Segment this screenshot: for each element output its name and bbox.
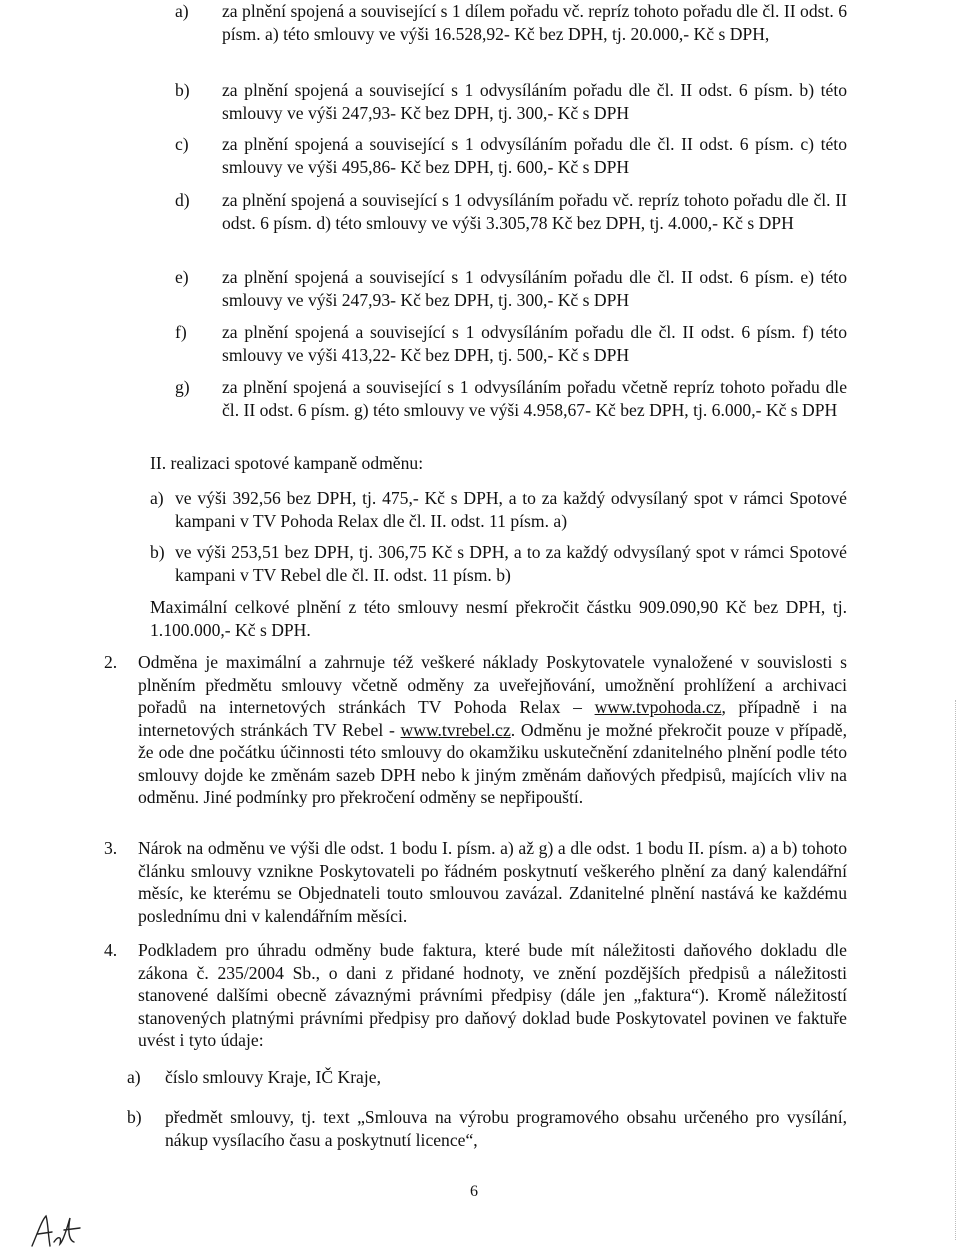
section-ii-heading	[150, 452, 423, 475]
paragraph-number: 3.	[104, 838, 118, 858]
signature-initials	[28, 1212, 88, 1252]
list-marker: a)	[150, 488, 164, 508]
list-marker: b)	[150, 542, 165, 562]
list-item-e	[175, 266, 847, 311]
list-item-g	[175, 376, 847, 421]
list-marker: e)	[175, 267, 189, 287]
list-marker: d)	[175, 190, 190, 210]
list-text: za plnění spojená a související s 1 odvysíláním pořadu dle čl. II odst. 6 písm. c) této smlouvy ve výši 495,86- Kč bez DPH, tj. 600,- Kč s DPH	[222, 134, 847, 177]
list-text: za plnění spojená a související s 1 odvysíláním pořadu dle čl. II odst. 6 písm. f) této smlouvy ve výši 413,22- Kč bez DPH, tj. 500,- Kč s DPH	[222, 322, 847, 365]
scan-edge-divider	[955, 700, 957, 1240]
paragraph-3	[104, 837, 847, 927]
max-plneni-paragraph	[150, 596, 847, 641]
list-marker: c)	[175, 134, 189, 154]
list-item-d	[175, 189, 847, 234]
list-text: ve výši 392,56 bez DPH, tj. 475,- Kč s DPH, a to za každý odvysílaný spot v rámci Spotové kampani v TV Pohoda Relax dle čl. II. odst. 11 písm. a)	[175, 488, 847, 531]
list-item-a	[175, 0, 847, 45]
paragraph-4	[104, 939, 847, 1052]
paragraph-number: 4.	[104, 940, 118, 960]
paragraph-text: Podkladem pro úhradu odměny bude faktura, které bude mít náležitosti daňového dokladu dle zákona č. 235/2004 Sb., o dani z přidané hodnoty, ve znění pozdějších předpisů a náležitosti stanovené dalšími obecně závaznými právními předpisy (dále jen „faktura“). Kromě náležitostí stanovených platnými právními předpisy pro daňový doklad bude Poskytovatel povinen ve faktuře uvést i tyto údaje:	[138, 940, 847, 1050]
list-marker: b)	[175, 80, 190, 100]
list-marker: b)	[127, 1107, 142, 1127]
text-part: . Odměnu je možné překročit pouze v případě, že ode dne počátku účinnosti této smlouvy do okamžiku uskutečnění zdanitelného plnění podle této smlouvy dojde ke změnám sazeb DPH nebo k jiným změnám daňových předpisů, majících vliv na odměnu. Jiné podmínky pro překročení odměny se nepřipouští.	[138, 719, 847, 807]
p4-item-b	[127, 1106, 847, 1151]
paragraph-text: Nárok na odměnu ve výši dle odst. 1 bodu I. písm. a) až g) a dle odst. 1 bodu II. písm. a) a b) tohoto článku smlouvy vznikne Poskytovateli po řádném poskytnutí veškerého plnění za daný kalendářní měsíc, ke kterému se Objednateli touto smlouvou zavázal. Zdanitelné plnění nastává ke každému poslednímu dni v kalendářním měsíci.	[138, 838, 847, 926]
list-text: za plnění spojená a související s 1 odvysíláním pořadu vč. repríz tohoto pořadu dle čl. II odst. 6 písm. d) této smlouvy ve výši 3.305,78 Kč bez DPH, tj. 4.000,- Kč s DPH	[222, 190, 847, 233]
section-ii-item-a	[150, 487, 847, 532]
list-text: za plnění spojená a související s 1 odvysíláním pořadu dle čl. II odst. 6 písm. b) této smlouvy ve výši 247,93- Kč bez DPH, tj. 300,- Kč s DPH	[222, 80, 847, 123]
paragraph-text: Maximální celkové plnění z této smlouvy nesmí překročit částku 909.090,90 Kč bez DPH, tj. 1.100.000,- Kč s DPH.	[150, 597, 847, 640]
text-part: Odměna je maximální a zahrnuje též veškeré náklady Poskytovatele vynaložené v souvislosti s plněním předmětu smlouvy včetně odměny za uveřejňování, umožnění prohlížení a archivaci pořadů na internetových stránkách TV Pohoda Relax –	[138, 652, 847, 717]
p4-item-a	[127, 1066, 847, 1089]
list-marker: a)	[127, 1067, 141, 1087]
page-number: 6	[470, 1183, 478, 1200]
list-text: předmět smlouvy, tj. text „Smlouva na výrobu programového obsahu určeného pro vysílání, nákup vysílacího času a poskytnutí licence“,	[165, 1107, 847, 1150]
link-tvrebel[interactable]: www.tvrebel.cz	[400, 719, 511, 740]
list-item-f	[175, 321, 847, 366]
list-text: číslo smlouvy Kraje, IČ Kraje,	[165, 1067, 381, 1087]
paragraph-number: 2.	[104, 652, 118, 672]
list-text: za plnění spojená a související s 1 odvysíláním pořadu včetně repríz tohoto pořadu dle čl. II odst. 6 písm. g) této smlouvy ve výši 4.958,67- Kč bez DPH, tj. 6.000,- Kč s DPH	[222, 377, 847, 420]
section-heading-text: realizaci spotové kampaně odměnu:	[170, 453, 424, 473]
list-text: ve výši 253,51 bez DPH, tj. 306,75 Kč s DPH, a to za každý odvysílaný spot v rámci Spotové kampani v TV Rebel dle čl. II. odst. 11 písm. b)	[175, 542, 847, 585]
list-text: za plnění spojená a související s 1 dílem pořadu vč. repríz tohoto pořadu dle čl. II odst. 6 písm. a) této smlouvy ve výši 16.528,92- Kč bez DPH, tj. 20.000,- Kč s DPH,	[222, 1, 847, 44]
list-item-b	[175, 79, 847, 124]
list-marker: f)	[175, 322, 187, 342]
list-text: za plnění spojená a související s 1 odvysíláním pořadu dle čl. II odst. 6 písm. e) této smlouvy ve výši 247,93- Kč bez DPH, tj. 300,- Kč s DPH	[222, 267, 847, 310]
paragraph-2	[104, 651, 847, 809]
list-item-c	[175, 133, 847, 178]
section-marker: II.	[150, 453, 167, 473]
paragraph-text	[138, 651, 847, 809]
section-ii-item-b	[150, 541, 847, 586]
text-part: , případně i na internetových stránkách TV Rebel -	[138, 697, 847, 740]
list-marker: a)	[175, 1, 189, 21]
link-tvpohoda[interactable]: www.tvpohoda.cz	[594, 697, 722, 717]
list-marker: g)	[175, 377, 190, 397]
